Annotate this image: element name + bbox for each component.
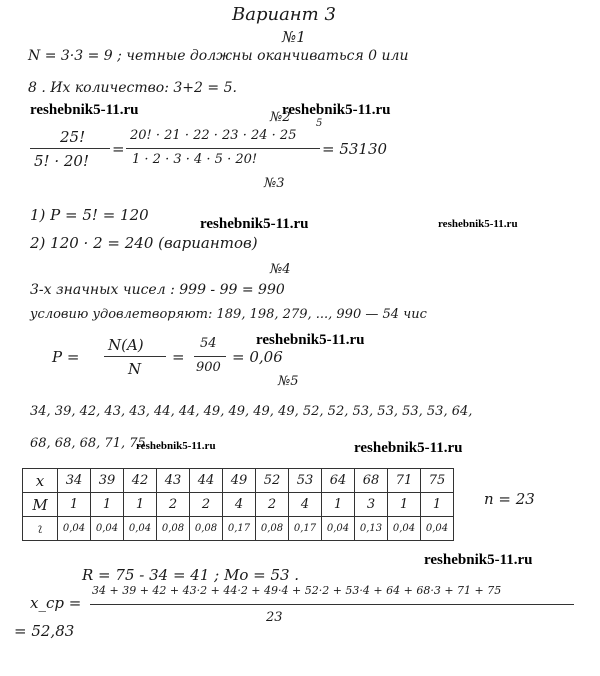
task2-frac-left-num: 25! <box>60 128 86 146</box>
table-cell: 0,04 <box>58 517 91 541</box>
table-cell: 0,04 <box>124 517 157 541</box>
table-cell: 1 <box>322 493 355 517</box>
table-cell: 34 <box>58 469 91 493</box>
task2-frac-right-bar <box>126 148 320 149</box>
task2-superscript: 5 <box>316 118 323 129</box>
table-cell: 0,04 <box>322 517 355 541</box>
row-label-rel: ʅ <box>23 517 58 541</box>
task5-series-line1: 34, 39, 42, 43, 43, 44, 44, 49, 49, 49, 49, 52, 52, 53, 53, 53, 53, 64, <box>30 404 473 419</box>
task5-number: №5 <box>278 374 299 389</box>
task5-mean-numerator: 34 + 39 + 42 + 43·2 + 44·2 + 49·4 + 52·2 + 53·4 + 64 + 68·3 + 71 + 75 <box>92 584 502 597</box>
task3-line2: 2) 120 · 2 = 240 (вариантов) <box>30 234 258 252</box>
table-cell: 1 <box>124 493 157 517</box>
table-cell: 0,17 <box>223 517 256 541</box>
table-row <box>23 517 454 541</box>
task5-mean-label: x_ср = <box>30 594 82 612</box>
task1-line2: 8 . Их количество: 3+2 = 5. <box>28 80 237 96</box>
table-cell: 75 <box>421 469 454 493</box>
watermark: reshebnik5-11.ru <box>256 332 365 348</box>
table-cell: 0,08 <box>256 517 289 541</box>
task4-frac1-bar <box>104 356 166 357</box>
task2-frac-right-num: 20! · 21 · 22 · 23 · 24 · 25 <box>130 128 297 143</box>
table-cell: 0,13 <box>355 517 388 541</box>
task1-line1: N = 3·3 = 9 ; четные должны оканчиваться 0 или <box>28 48 409 64</box>
table-cell: 53 <box>289 469 322 493</box>
task4-p-left: P = <box>52 348 80 366</box>
table-cell: 1 <box>91 493 124 517</box>
row-label-x: x <box>23 469 58 493</box>
task3-number: №3 <box>264 176 285 191</box>
table-cell: 39 <box>91 469 124 493</box>
task4-frac2-bar <box>194 356 226 357</box>
table-cell: 2 <box>256 493 289 517</box>
table-cell: 43 <box>157 469 190 493</box>
task2-frac-left-den: 5! · 20! <box>34 152 89 170</box>
task2-number: №2 <box>270 110 291 125</box>
table-cell: 71 <box>388 469 421 493</box>
table-cell: 4 <box>223 493 256 517</box>
task5-range-mode: R = 75 - 34 = 41 ; Mo = 53 . <box>82 566 300 584</box>
task2-frac-right-den: 1 · 2 · 3 · 4 · 5 · 20! <box>132 152 258 167</box>
task5-mean-bar <box>90 604 574 605</box>
frequency-table <box>22 468 454 541</box>
table-cell: 3 <box>355 493 388 517</box>
task1-number: №1 <box>282 28 306 46</box>
task4-frac1-num: N(A) <box>108 336 144 354</box>
task4-frac2-den: 900 <box>196 360 221 375</box>
table-cell: 4 <box>289 493 322 517</box>
table-row <box>23 469 454 493</box>
task3-line1: 1) P = 5! = 120 <box>30 206 149 224</box>
watermark: reshebnik5-11.ru <box>30 102 139 118</box>
task5-series-line2: 68, 68, 68, 71, 75 <box>30 436 146 451</box>
table-cell: 0,04 <box>421 517 454 541</box>
table-row <box>23 493 454 517</box>
watermark: reshebnik5-11.ru <box>354 440 463 456</box>
table-cell: 64 <box>322 469 355 493</box>
table-cell: 44 <box>190 469 223 493</box>
watermark: reshebnik5-11.ru <box>282 102 391 118</box>
table-cell: 1 <box>58 493 91 517</box>
task4-number: №4 <box>270 262 291 277</box>
table-cell: 2 <box>190 493 223 517</box>
table-cell: 0,08 <box>190 517 223 541</box>
table-cell: 52 <box>256 469 289 493</box>
variant-title: Вариант 3 <box>232 4 336 25</box>
task4-equals: = <box>172 348 185 366</box>
table-cell: 42 <box>124 469 157 493</box>
watermark: reshebnik5-11.ru <box>200 216 309 232</box>
task5-mean-denominator: 23 <box>266 610 283 625</box>
task4-line1: 3-х значных чисел : 999 - 99 = 990 <box>30 282 285 298</box>
task2-equals: = <box>112 140 125 158</box>
watermark: reshebnik5-11.ru <box>424 552 533 568</box>
table-cell: 0,17 <box>289 517 322 541</box>
task4-frac2-num: 54 <box>200 336 217 351</box>
table-cell: 1 <box>421 493 454 517</box>
row-label-m: M <box>23 493 58 517</box>
table-cell: 0,04 <box>388 517 421 541</box>
task5-mean-result: = 52,83 <box>14 622 75 640</box>
task4-result: = 0,06 <box>232 348 283 366</box>
task4-line2: условию удовлетворяют: 189, 198, 279, ..., 990 — 54 чис <box>30 307 427 322</box>
table-cell: 0,08 <box>157 517 190 541</box>
table-cell: 68 <box>355 469 388 493</box>
watermark: reshebnik5-11.ru <box>136 440 216 452</box>
table-cell: 2 <box>157 493 190 517</box>
task2-result: = 53130 <box>322 140 388 158</box>
table-cell: 1 <box>388 493 421 517</box>
table-cell: 0,04 <box>91 517 124 541</box>
task5-n-label: n = 23 <box>484 490 535 508</box>
task4-frac1-den: N <box>128 360 142 378</box>
table-cell: 49 <box>223 469 256 493</box>
task2-frac-left-bar <box>30 148 110 149</box>
watermark: reshebnik5-11.ru <box>438 218 518 230</box>
